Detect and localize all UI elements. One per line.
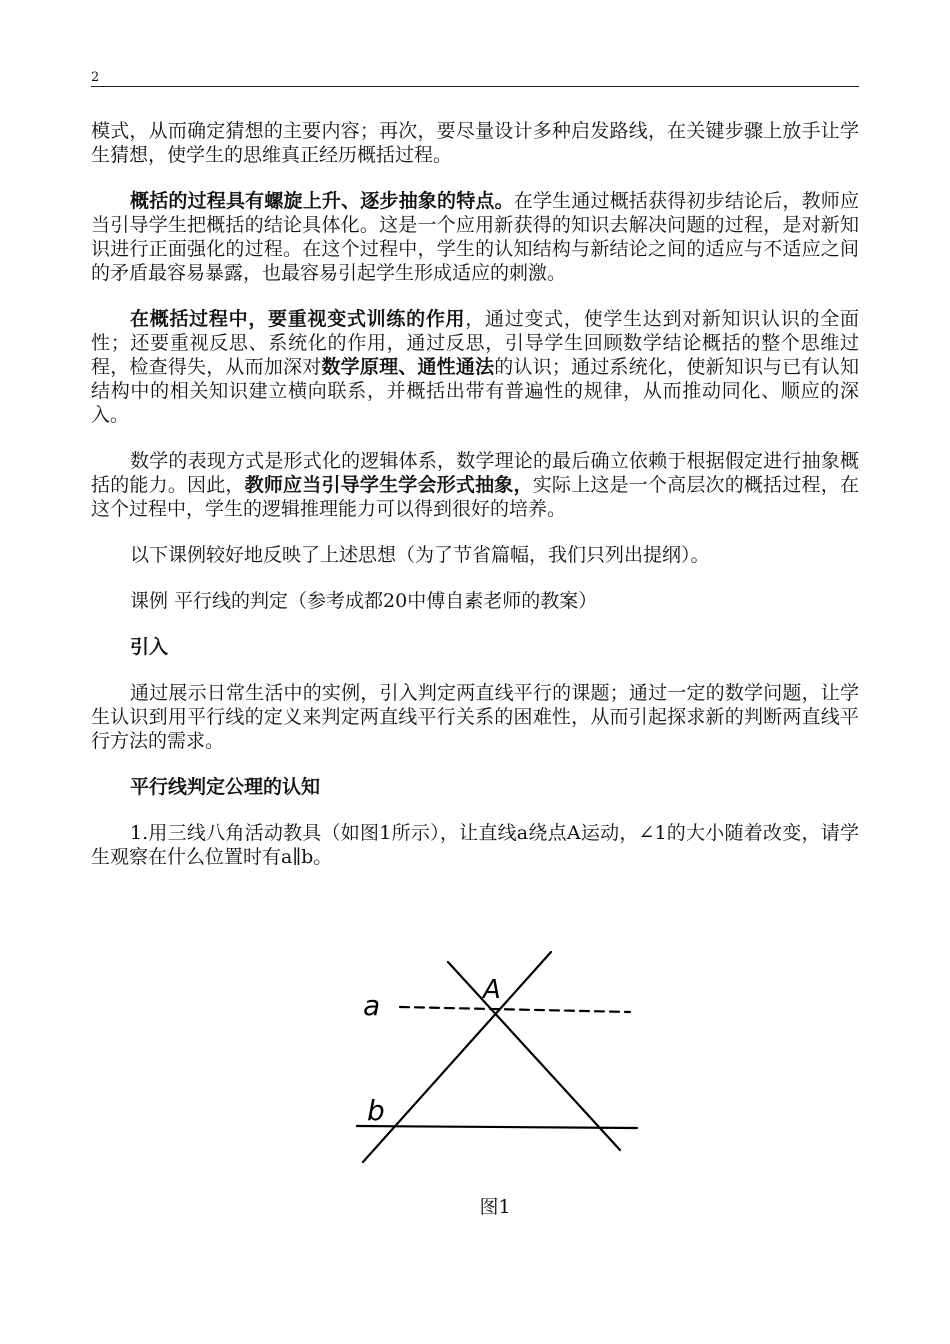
paragraph-continuation: 模式，从而确定猜想的主要内容；再次，要尽量设计多种启发路线，在关键步骤上放手让学生猜想，使学生的思维真正经历概括过程。 [91, 120, 859, 166]
emphasis-text: 数学原理、通性通法 [321, 356, 495, 378]
paragraph-text: 在学生通过概括获得初步结论后，教师应当引导学生把概括的结论具体化。这是一个应用新获得的知识去解决问题的过程，是对新知识进行正面强化的过程。在这个过程中，学生的认知结构与新结论之间的适应与不适应之间的矛盾最容易暴露，也最容易引起学生形成适应的刺激。 [91, 190, 859, 284]
paragraph-text: 数学的表现方式是形式化的逻辑体系，数学理论的最后确立依赖于根据假定进行抽象概括的能力。因此， [91, 450, 859, 496]
header-rule [91, 86, 859, 87]
paragraph-spiral-abstraction [91, 189, 859, 285]
paragraph-lesson-title: 课例 平行线的判定（参考成都20中傅自素老师的教案） [130, 590, 598, 612]
section-heading-intro: 引入 [130, 636, 169, 658]
section-heading-axiom: 平行线判定公理的认知 [130, 776, 321, 798]
transversal-left [363, 952, 551, 1162]
paragraph-variation-training [91, 307, 859, 427]
label-a: a [363, 989, 381, 1022]
body-text [91, 119, 859, 891]
paragraph-intro-body: 通过展示日常生活中的实例，引入判定两直线平行的课题；通过一定的数学问题，让学生认识到用平行线的定义来判定两直线平行关系的困难性，从而引起探求新的判断两直线平行方法的需求。 [91, 682, 859, 752]
label-A: A [483, 975, 501, 1005]
paragraph-formal-abstraction [91, 449, 859, 521]
line-a-dashed [400, 1007, 630, 1012]
label-b: b [367, 1094, 385, 1127]
paragraph-text: 的认识；通过系统化，使新知识与已有认知结构中的相关知识建立横向联系，并概括出带有普遍性的规律，从而推动同化、顺应的深入。 [91, 356, 859, 426]
emphasis-text: 在概括过程中，要重视变式训练的作用 [130, 308, 466, 330]
transversal-right [448, 962, 620, 1150]
paragraph-text: 实际上这是一个高层次的概括过程，在这个过程中，学生的逻辑推理能力可以得到很好的培养。 [91, 474, 859, 520]
paragraph-lesson-intro: 以下课例较好地反映了上述思想（为了节省篇幅，我们只列出提纲）。 [130, 544, 710, 566]
page-number: 2 [91, 70, 100, 85]
figure-caption: 图1 [479, 1196, 511, 1218]
emphasis-text: 概括的过程具有螺旋上升、逐步抽象的特点。 [130, 190, 514, 212]
paragraph-activity-1: 1.用三线八角活动教具（如图1所示），让直线a绕点A运动，∠1的大小随着改变，请学生观察在什么位置时有a∥b。 [91, 822, 859, 868]
paragraph-text: ，通过变式，使学生达到对新知识认识的全面性；还要重视反思、系统化的作用，通过反思，引导学生回顾数学结论概括的整个思维过程，检查得失，从而加深对 [91, 308, 859, 378]
emphasis-text: 教师应当引导学生学会形式抽象， [244, 474, 533, 496]
figure-1-diagram [345, 950, 645, 1165]
line-b [357, 1126, 637, 1128]
